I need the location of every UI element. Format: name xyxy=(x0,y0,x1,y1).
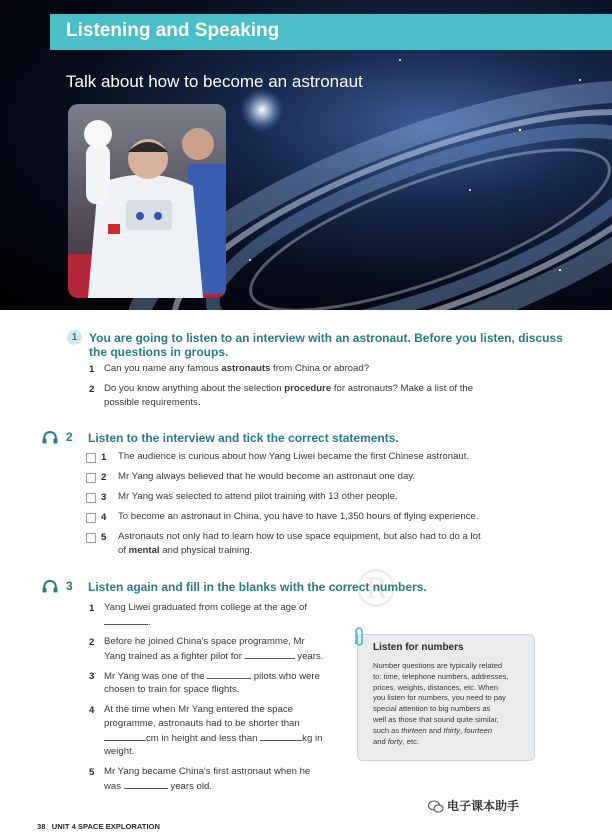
blank-question-3: Mr Yang was one of the pilots who were xyxy=(104,671,320,682)
blank-question-2: Before he joined China's space programme, Mr xyxy=(104,636,305,647)
watermark-account: 电子课本助手 xyxy=(447,799,520,813)
headphones-icon xyxy=(42,579,58,593)
blank-question-4-line2: programme, astronauts had to be shorter than xyxy=(104,718,300,729)
astronaut-photo xyxy=(68,104,226,298)
tip-body xyxy=(373,661,531,747)
tip-title: Listen for numbers xyxy=(373,642,464,653)
statement-4: To become an astronaut in China, you have to have 1,350 hours of flying experience. xyxy=(118,511,479,522)
question-number: 2 xyxy=(89,384,95,395)
tip-line: such as thirteen and thirty, fourteen xyxy=(373,725,493,735)
question-1 xyxy=(104,362,369,376)
blank-number: 4 xyxy=(89,705,95,716)
answer-blank[interactable] xyxy=(104,615,148,625)
blank-number: 1 xyxy=(89,603,95,614)
tip-line: and forty, etc. xyxy=(373,736,420,746)
exercise-number-2: 2 xyxy=(66,430,73,444)
answer-blank[interactable] xyxy=(207,669,251,679)
answer-blank[interactable] xyxy=(124,779,168,789)
page-title: Listening and Speaking xyxy=(66,20,280,41)
exercise-1-instruction-line1: You are going to listen to an interview with an astronaut. Before you listen, discuss xyxy=(89,331,563,345)
question-2 xyxy=(104,382,473,396)
exercise-3-instruction: Listen again and fill in the blanks with the correct numbers. xyxy=(88,580,427,594)
blank-question-4: At the time when Mr Yang entered the space xyxy=(104,704,293,715)
statement-number: 2 xyxy=(101,472,107,483)
question-2-line2: possible requirements. xyxy=(104,397,201,408)
blank-question-5: Mr Yang became China's first astronaut when he xyxy=(104,766,311,777)
statement-number: 4 xyxy=(101,512,107,523)
keyword: mental xyxy=(128,545,160,556)
keyword: procedure xyxy=(284,383,332,394)
tick-checkbox[interactable] xyxy=(86,533,96,543)
wechat-icon xyxy=(428,800,444,813)
question-text: Can you name any famous xyxy=(104,363,222,374)
page-number: 38 xyxy=(37,822,46,831)
tip-line: Number questions are typically related xyxy=(373,661,503,670)
blank-question-5-line2: was years old. xyxy=(104,781,212,792)
unit-title: UNIT 4 SPACE EXPLORATION xyxy=(51,822,160,831)
exercise-number-1: 1 xyxy=(67,330,82,345)
blank-question-4-line3: cm in height and less than kg in xyxy=(104,731,322,746)
statement-number: 5 xyxy=(101,532,107,543)
statement-3: Mr Yang was selected to attend pilot training with 13 other people. xyxy=(118,491,398,502)
statement-text: of xyxy=(118,545,129,556)
question-text: from China or abroad? xyxy=(270,363,370,374)
blank-number: 2 xyxy=(89,637,95,648)
answer-blank[interactable] xyxy=(245,649,295,659)
headphones-icon xyxy=(42,430,58,444)
answer-blank[interactable] xyxy=(260,731,302,741)
tip-line: well as those that sound quite similar, xyxy=(373,714,499,724)
section-banner xyxy=(50,14,612,50)
exercise-number-3: 3 xyxy=(66,579,73,593)
tick-checkbox[interactable] xyxy=(86,493,96,503)
lesson-subtitle: Talk about how to become an astronaut xyxy=(66,72,363,91)
blank-question-3-line2: chosen to train for space flights. xyxy=(104,684,240,695)
registered-watermark: ® xyxy=(350,560,402,620)
statement-1: The audience is curious about how Yang Liwei became the first Chinese astronaut. xyxy=(118,451,470,462)
blank-number: 5 xyxy=(89,767,95,778)
statement-5-line2 xyxy=(118,544,252,558)
tip-box xyxy=(357,634,535,761)
blank-question-4-line4: weight. xyxy=(104,746,135,757)
blank-question-2-line2: Yang trained as a fighter pilot for years. xyxy=(104,651,324,662)
answer-blank[interactable] xyxy=(104,731,146,741)
tick-checkbox[interactable] xyxy=(86,513,96,523)
question-number: 1 xyxy=(89,364,95,375)
blank-question-1: Yang Liwei graduated from college at the age of xyxy=(104,602,308,613)
tip-line: you listen for numbers, you need to pay xyxy=(373,693,506,703)
astronaut-illustration xyxy=(68,104,226,298)
exercise-1-instruction-line2: the questions in groups. xyxy=(89,345,229,359)
tip-line: special attention to big numbers as xyxy=(373,704,491,714)
exercise-2-instruction: Listen to the interview and tick the correct statements. xyxy=(88,431,399,445)
blank-number: 3 xyxy=(89,671,95,682)
tick-checkbox[interactable] xyxy=(86,473,96,483)
question-text: for astronauts? Make a list of the xyxy=(331,383,474,394)
statement-number: 1 xyxy=(101,452,107,463)
statement-text: and physical training. xyxy=(159,545,253,556)
question-text: Do you know anything about the selection xyxy=(104,383,285,394)
statement-number: 3 xyxy=(101,492,107,503)
blank-question-1-line2: . xyxy=(104,615,151,630)
statement-5: Astronauts not only had to learn how to use space equipment, but also had to do a lot xyxy=(118,531,481,542)
paperclip-icon xyxy=(352,626,366,648)
tick-checkbox[interactable] xyxy=(86,453,96,463)
keyword: astronauts xyxy=(221,363,271,374)
tip-line: to: time, telephone numbers, addresses, xyxy=(373,671,509,681)
page-footer xyxy=(37,822,160,831)
hero-banner xyxy=(0,0,612,310)
tip-line: prices, weights, distances, etc. When xyxy=(373,682,498,692)
statement-2: Mr Yang always believed that he would become an astronaut one day. xyxy=(118,471,416,482)
